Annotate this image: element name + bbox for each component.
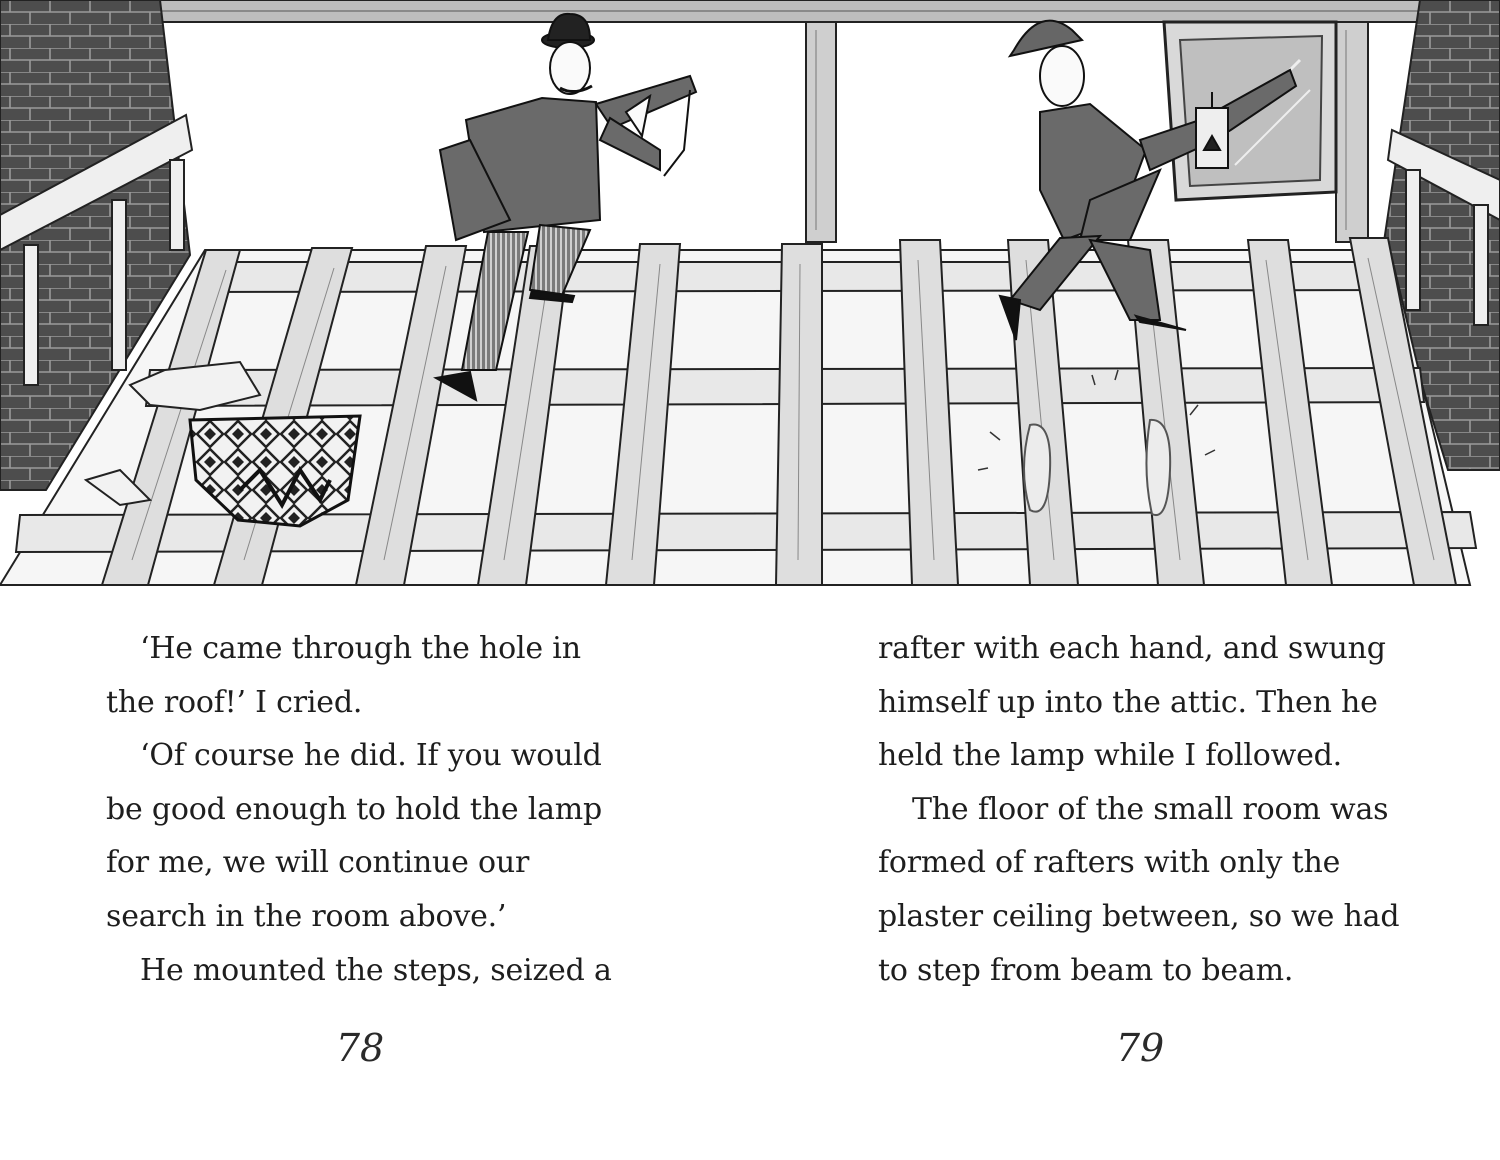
text-line: be good enough to hold the lamp: [106, 791, 603, 827]
footprint: [1024, 425, 1050, 512]
post-right: [1336, 22, 1368, 242]
text-line: The floor of the small room was: [912, 791, 1389, 827]
footprint: [1146, 420, 1170, 515]
text-line: himself up into the attic. Then he: [878, 684, 1378, 720]
text-line: held the lamp while I followed.: [878, 738, 1343, 774]
right-page-text: [878, 622, 1418, 997]
text-line: rafter with each hand, and swung: [878, 631, 1386, 666]
left-page-text: [106, 622, 646, 997]
text-line: ‘He came through the hole in: [140, 631, 581, 666]
page-number-left: 78: [335, 1026, 385, 1070]
text-line: for me, we will continue our: [106, 845, 530, 881]
post-left: [806, 22, 836, 242]
page-number-right: 79: [1115, 1026, 1165, 1070]
text-line: He mounted the steps, seized a: [140, 952, 612, 988]
text-line: the roof!’ I cried.: [106, 684, 363, 720]
text-line: plaster ceiling between, so we had: [878, 898, 1400, 934]
text-line: formed of rafters with only the: [878, 845, 1341, 881]
text-line: ‘Of course he did. If you would: [140, 738, 602, 774]
text-line: search in the room above.’: [106, 898, 507, 934]
text-line: to step from beam to beam.: [878, 952, 1294, 988]
